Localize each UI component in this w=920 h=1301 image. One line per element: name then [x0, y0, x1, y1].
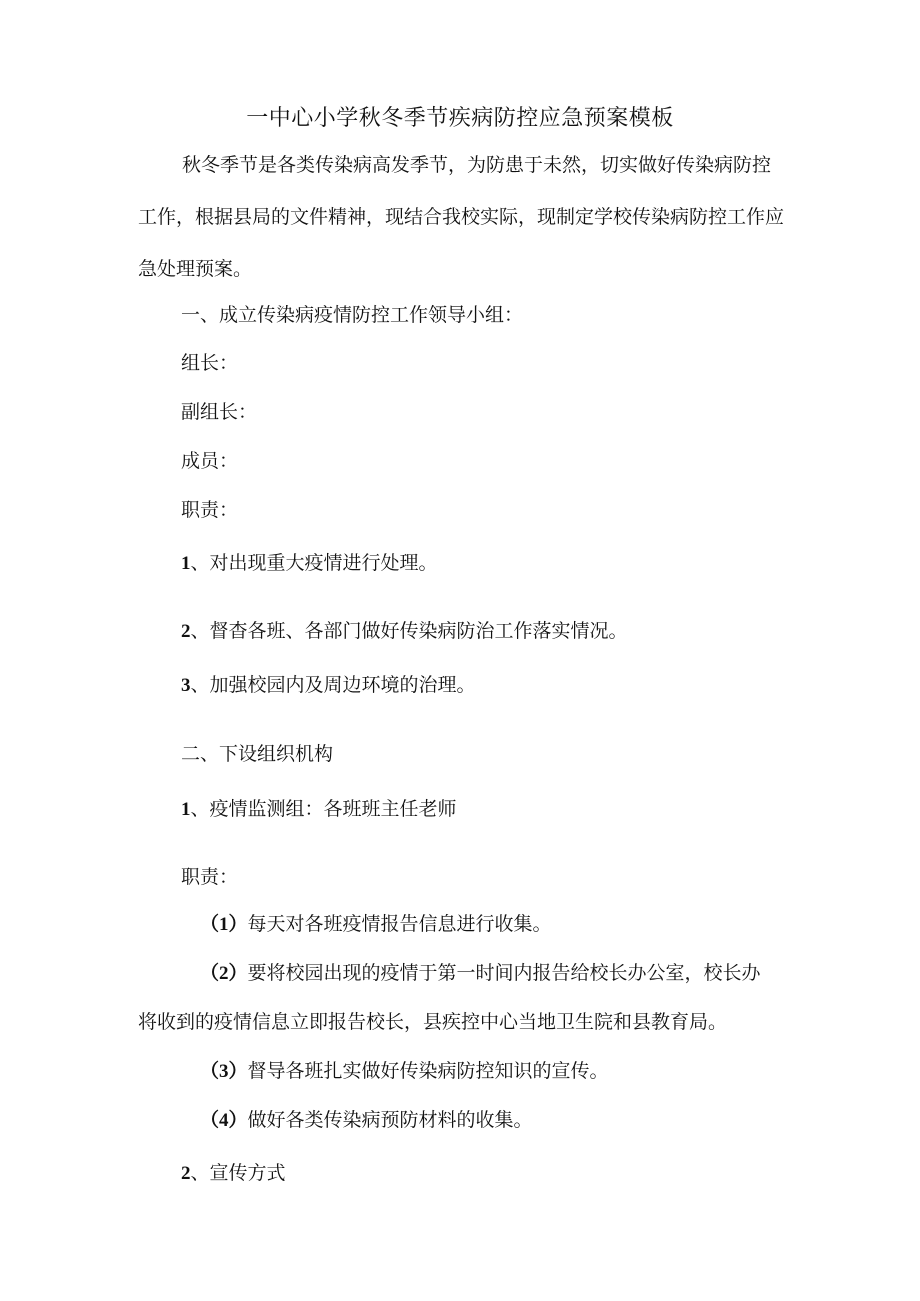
- duty-item-1: [181, 548, 438, 579]
- duties-label: 职责：: [181, 499, 239, 521]
- duty-item-text: 、加强校园内及周边环境的治理。: [190, 674, 476, 696]
- group-number: 2: [181, 1163, 191, 1184]
- publicity-group-line: [181, 1158, 286, 1189]
- leader-label: 组长：: [181, 352, 239, 374]
- duty-item-2: [181, 616, 628, 647]
- group-number: 1: [181, 799, 191, 820]
- sub-item-2-continuation: [138, 1007, 727, 1037]
- monitoring-duties-label: 职责：: [181, 866, 239, 888]
- duty-item-3: [181, 670, 476, 701]
- sub-item-number: （3）: [200, 1061, 248, 1082]
- sub-item-text: 做好各类传染病预防材料的收集。: [247, 1109, 533, 1131]
- group-text: 、宣传方式: [190, 1162, 286, 1184]
- duty-item-number: 1: [181, 553, 191, 574]
- sub-item-number: （1）: [200, 914, 248, 935]
- sub-item-text: 要将校园出现的疫情于第一时间内报告给校长办公室，校长办: [247, 962, 761, 984]
- group-text: 、疫情监测组：各班班主任老师: [190, 798, 457, 820]
- duty-item-number: 2: [181, 621, 191, 642]
- duty-item-text: 、对出现重大疫情进行处理。: [190, 552, 438, 574]
- monitoring-group-line: [181, 794, 457, 825]
- deputy-leader-label: 副组长：: [181, 401, 258, 423]
- section-heading-leadership-group: 一、成立传染病疫情防控工作领导小组：: [181, 304, 524, 326]
- duty-item-number: 3: [181, 675, 191, 696]
- intro-paragraph: 秋冬季节是各类传染病高发季节，为防患于未然，切实做好传染病防控工作，根据县局的文件精神，现结合我校实际，现制定学校传染病防控工作应急处理预案。: [138, 154, 785, 280]
- duty-item-text: 、督杳各班、各部门做好传染病防治工作落实情况。: [190, 620, 628, 642]
- sub-item-number: （4）: [200, 1110, 248, 1131]
- sub-item-text: 将收到的疫情信息立即报告校长，县疾控中心当地卫生院和县教育局。: [138, 1011, 728, 1033]
- sub-item-text: 督导各班扎实做好传染病防控知识的宣传。: [247, 1060, 609, 1082]
- sub-item-3: [200, 1056, 609, 1087]
- members-label: 成员：: [181, 450, 239, 472]
- sub-item-text: 每天对各班疫情报告信息进行收集。: [247, 913, 552, 935]
- sub-item-number: （2）: [200, 963, 248, 984]
- sub-item-4: [200, 1105, 533, 1136]
- sub-item-2: [200, 958, 761, 989]
- section-heading-organization: 二、下设组织机构: [181, 743, 334, 765]
- sub-item-1: [200, 909, 552, 940]
- document-title: 一中心小学秋冬季节疾病防控应急预案模板: [246, 106, 674, 131]
